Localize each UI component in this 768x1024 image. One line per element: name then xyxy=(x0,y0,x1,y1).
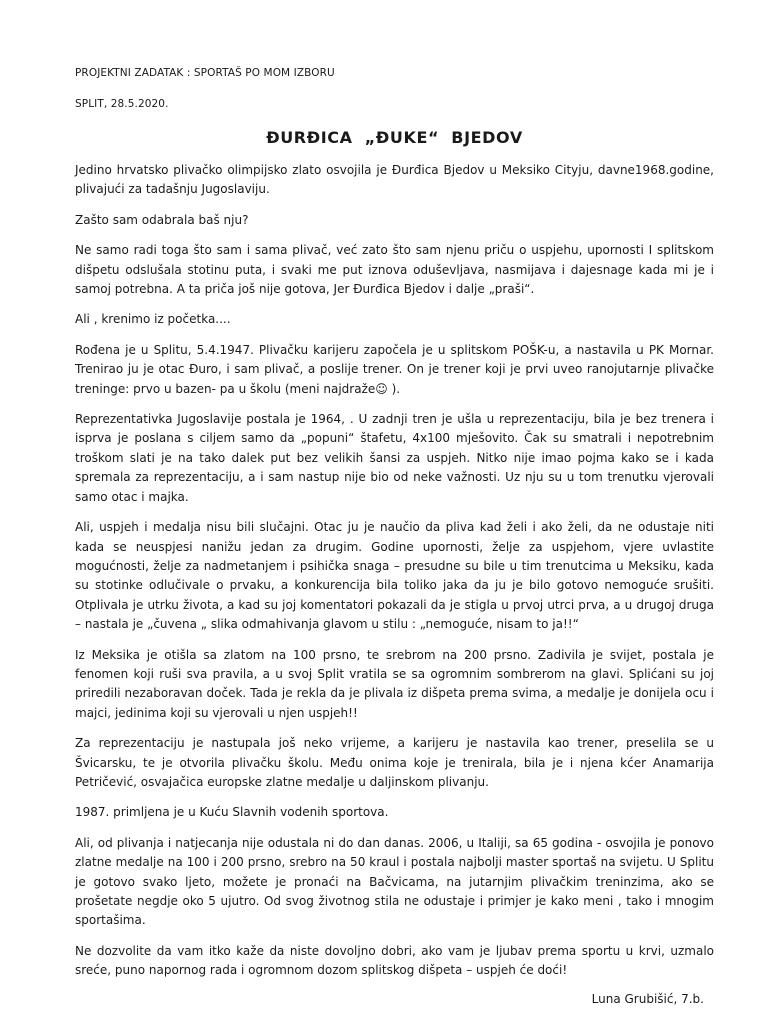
paragraph-conclusion: Ne dozvolite da vam itko kaže da niste dovoljno dobri, ako vam je ljubav prema sportu u krvi, uzmalo sreće, puno napornog rada i ogromnom dozom splitskog dišpeta – uspjeh će doći! xyxy=(75,943,714,978)
paragraph-reason: Ne samo radi toga što sam i sama plivač, već zato što sam njenu priču o uspjehu, upornosti I splitskom dišpetu odslušala stotinu puta, i svaki me put iznova oduševljava, nasmijava i dajesnage kada mi je i samoj potrebna. A ta priča još nije gotova, Jer Đurđica Bjedov i dalje „praši“. xyxy=(75,243,714,297)
paragraph-success: Ali, uspjeh i medalja nisu bili slučajni. Otac ju je naučio da pliva kad želi i ako želi, da ne odustaje niti kada se neuspjesi nanižu jedan za drugim. Godine upornosti, želje za uspjehom, vjere uvlastite mogućnosti, želje za nadmetanjem i psihička snaga – presudne su bile u tim trenutcima u Meksiku, kada su stotinke odlučivale o prvaku, a konkurencija bila toliko jaka da ju je bilo gotovo nemoguće srušiti. Otplivala je utrku života, a kad su joj komentatori pokazali da je stigla u prvoj utrci prva, a u drugoj druga – nastala je „čuvena „ slika odmahivanja glavom u stilu : „nemoguće, nisam to ja!!“ xyxy=(75,520,714,632)
paragraph-question: Zašto sam odabrala baš nju? xyxy=(75,212,249,227)
paragraph-intro: Jedino hrvatsko plivačko olimpijsko zlato osvojila je Đurđica Bjedov u Meksiko Cityju, davne1968.godine, plivajući za tadašnju Jugoslaviju. xyxy=(75,163,714,197)
author-signature: Luna Grubišić, 7.b. xyxy=(591,991,704,1006)
place-date: SPLIT, 28.5.2020. xyxy=(75,98,169,110)
paragraph-hall-of-fame: 1987. primljena je u Kuću Slavnih vodenih sportova. xyxy=(75,805,389,820)
paragraph-birth: Rođena je u Splitu, 5.4.1947. Plivačku karijeru započela je u splitskom POŠK-u, a nastavila u PK Mornar. Trenirao ju je otac Đuro, i sam plivač, a poslije trener. On je trener koji je prvi uveo ranojutarnje plivačke treninge: prvo u bazen- pa u školu (meni najdraže☺ ). xyxy=(75,342,714,396)
paragraph-coaching: Za reprezentaciju je nastupala još neko vrijeme, a karijeru je nastavila kao trener, preselila se u Švicarsku, te je otvorila plivačku školu. Među onima koje je trenirala, bila je i njena kćer Anamarija Petričević, osvajačica europske zlatne medalje u daljinskom plivanju. xyxy=(75,736,714,789)
page-title: ĐURĐICA „ĐUKE“ BJEDOV xyxy=(266,128,523,147)
paragraph-mexico: Iz Meksika je otišla sa zlatom na 100 prsno, te srebrom na 200 prsno. Zadivila je svijet, postala je fenomen koji ruši sva pravila, a u svoj Split vratila se sa ogromnim sombrerom na glavi. Splićani su joj priredili nezaboravan doček. Tada je rekla da je plivala iz dišpeta prema svima, a medalje je donijela ocu i majci, jedinima koji su vjerovali u njen uspjeh!! xyxy=(75,647,714,720)
paragraph-start: Ali , krenimo iz početka.... xyxy=(75,312,231,327)
paragraph-masters: Ali, od plivanja i natjecanja nije odustala ni do dan danas. 2006, u Italiji, sa 65 godina - osvojila je ponovo zlatne medalje na 100 i 200 prsno, srebro na 50 kraul i postala najbolji master sportaš na svijetu. U Splitu je gotovo svako ljeto, možete je pronaći na Bačvicama, na jutarnjim plivačkim treninzima, ako se prošetate negdje oko 5 ujutro. Od svog životnog stila ne odustaje i primjer je kako meni , tako i mnogim sportašima. xyxy=(75,835,714,928)
project-heading: PROJEKTNI ZADATAK : SPORTAŠ PO MOM IZBORU xyxy=(75,67,335,79)
paragraph-national-team: Reprezentativka Jugoslavije postala je 1964, . U zadnji tren je ušla u reprezentaciju, bila je bez trenera i isprva je poslana s ciljem samo da „popuni“ štafetu, 4x100 mješovito. Čak su smatrali i nepotrebnim troškom slati je na tako dalek put bez velikih šansi za uspjeh. Nitko nije imao pojma kako se i kada spremala za reprezentaciju, a i sam nastup nije bio od neke važnosti. Uz nju su u tom trenutku vjerovali samo otac i majka. xyxy=(75,412,714,504)
